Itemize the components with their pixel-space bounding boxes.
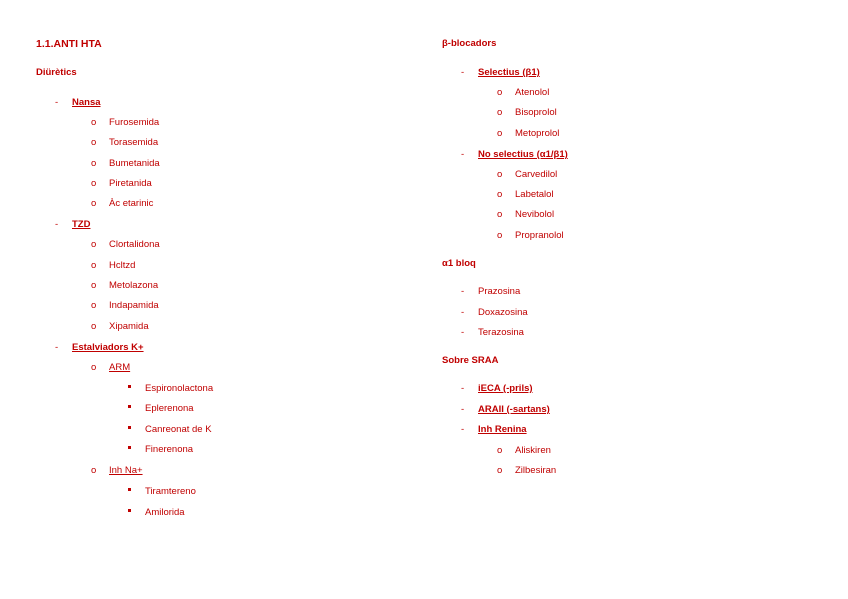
- list-item: Espironolactona: [145, 383, 214, 394]
- section-title: 1.1.ANTI HTA: [36, 38, 102, 50]
- inh-na-heading: Inh Na+: [109, 465, 143, 476]
- circle-bullet: o: [91, 280, 97, 291]
- alpha1-heading: α1 bloq: [442, 258, 476, 269]
- list-item: Eplerenona: [145, 403, 194, 414]
- inh-renina-item: Inh Renina: [478, 424, 527, 435]
- list-item: Piretanida: [109, 178, 152, 189]
- list-item: Labetalol: [515, 189, 554, 200]
- circle-bullet: o: [91, 260, 97, 271]
- list-item: Hcltzd: [109, 260, 136, 271]
- list-item: Finerenona: [145, 444, 194, 455]
- list-item: Zilbesiran: [515, 465, 557, 476]
- circle-bullet: o: [91, 321, 97, 332]
- circle-bullet: o: [91, 300, 97, 311]
- dash-bullet: -: [55, 342, 59, 353]
- list-item: Clortalidona: [109, 239, 160, 250]
- dash-bullet: -: [461, 404, 465, 415]
- list-item: Doxazosina: [478, 307, 528, 318]
- list-item: Indapamida: [109, 300, 159, 311]
- square-bullet: [128, 446, 131, 449]
- circle-bullet: o: [91, 137, 97, 148]
- square-bullet: [128, 385, 131, 388]
- circle-bullet: o: [497, 87, 503, 98]
- list-item: Bumetanida: [109, 158, 160, 169]
- list-item: Xipamida: [109, 321, 149, 332]
- tzd-heading: TZD: [72, 219, 91, 230]
- circle-bullet: o: [91, 198, 97, 209]
- circle-bullet: o: [497, 189, 503, 200]
- list-item: Carvedilol: [515, 169, 558, 180]
- ieca-item: iECA (-prils): [478, 383, 533, 394]
- circle-bullet: o: [497, 209, 503, 220]
- list-item: Propranolol: [515, 230, 564, 241]
- list-item: Terazosina: [478, 327, 524, 338]
- list-item: Metoprolol: [515, 128, 560, 139]
- dash-bullet: -: [461, 327, 465, 338]
- circle-bullet: o: [497, 128, 503, 139]
- arm-heading: ARM: [109, 362, 131, 373]
- no-selectius-heading: No selectius (α1/β1): [478, 149, 568, 160]
- dash-bullet: -: [461, 307, 465, 318]
- list-item: Amilorida: [145, 507, 185, 518]
- list-item: Atenolol: [515, 87, 550, 98]
- circle-bullet: o: [497, 230, 503, 241]
- diuretics-heading: Diürètics: [36, 67, 77, 78]
- list-item: Furosemida: [109, 117, 160, 128]
- list-item: Nevibolol: [515, 209, 555, 220]
- square-bullet: [128, 426, 131, 429]
- dash-bullet: -: [55, 97, 59, 108]
- square-bullet: [128, 509, 131, 512]
- circle-bullet: o: [497, 169, 503, 180]
- circle-bullet: o: [91, 239, 97, 250]
- list-item: Metolazona: [109, 280, 159, 291]
- square-bullet: [128, 488, 131, 491]
- circle-bullet: o: [497, 465, 503, 476]
- circle-bullet: o: [91, 465, 97, 476]
- araii-item: ARAII (-sartans): [478, 404, 550, 415]
- list-item: Bisoprolol: [515, 107, 557, 118]
- list-item: Canreonat de K: [145, 424, 212, 435]
- beta-blockers-heading: β-blocadors: [442, 38, 497, 49]
- dash-bullet: -: [461, 67, 465, 78]
- circle-bullet: o: [91, 158, 97, 169]
- list-item: Àc etarinic: [109, 198, 154, 209]
- estalviadors-heading: Estalviadors K+: [72, 342, 144, 353]
- circle-bullet: o: [497, 107, 503, 118]
- list-item: Tiramtereno: [145, 486, 196, 497]
- square-bullet: [128, 405, 131, 408]
- circle-bullet: o: [91, 117, 97, 128]
- dash-bullet: -: [461, 424, 465, 435]
- dash-bullet: -: [55, 219, 59, 230]
- selectius-heading: Selectius (β1): [478, 67, 540, 78]
- dash-bullet: -: [461, 383, 465, 394]
- circle-bullet: o: [91, 178, 97, 189]
- dash-bullet: -: [461, 149, 465, 160]
- list-item: Aliskiren: [515, 445, 551, 456]
- nansa-heading: Nansa: [72, 97, 101, 108]
- sraa-heading: Sobre SRAA: [442, 355, 499, 366]
- dash-bullet: -: [461, 286, 465, 297]
- circle-bullet: o: [497, 445, 503, 456]
- list-item: Prazosina: [478, 286, 521, 297]
- circle-bullet: o: [91, 362, 97, 373]
- list-item: Torasemida: [109, 137, 159, 148]
